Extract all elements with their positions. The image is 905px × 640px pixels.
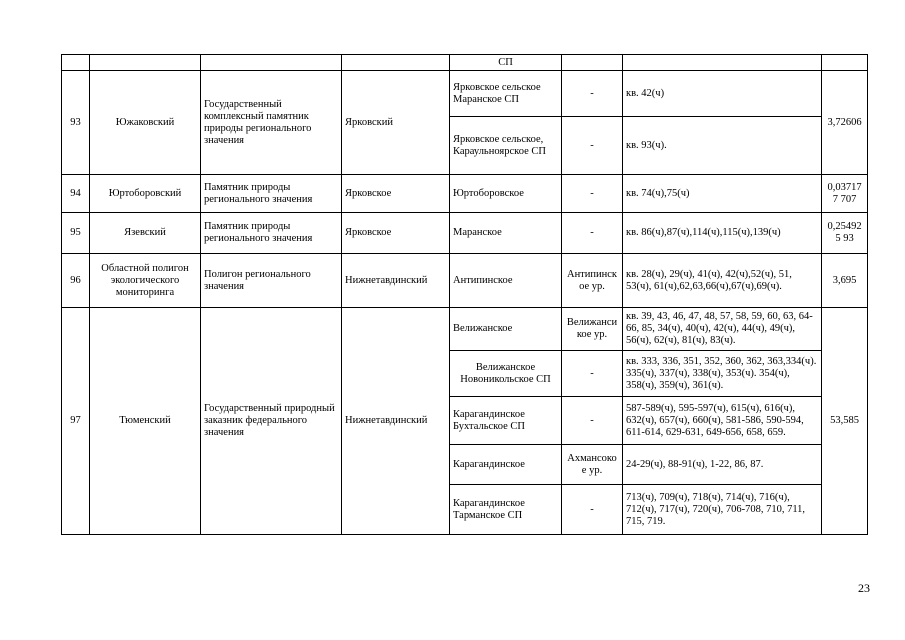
- row-number: 93: [62, 71, 90, 175]
- table-row: [62, 55, 868, 71]
- object-type: Государственный природный заказник федерального значения: [201, 308, 342, 535]
- object-name: Язевский: [90, 213, 201, 254]
- tract-cell: -: [562, 71, 623, 117]
- locality-cell: Юртоборовское: [450, 175, 562, 213]
- tract-cell: -: [562, 213, 623, 254]
- locality-cell: Маранское: [450, 213, 562, 254]
- district-cell: Нижнетавдинский: [342, 308, 450, 535]
- object-type: Государственный комплексный памятник природы регионального значения: [201, 71, 342, 175]
- table-row: [62, 308, 868, 351]
- row-number: 95: [62, 213, 90, 254]
- tract-cell: -: [562, 397, 623, 445]
- object-type: Полигон регионального значения: [201, 254, 342, 308]
- tract-cell: Ахмансокое ур.: [562, 445, 623, 485]
- cell-empty: [623, 55, 822, 71]
- quarters-cell: 587-589(ч), 595-597(ч), 615(ч), 616(ч), 632(ч), 657(ч), 660(ч), 581-586, 590-594, 611-614, 629-631, 649-656, 658, 659.: [623, 397, 822, 445]
- tract-cell: -: [562, 485, 623, 535]
- district-cell: Ярковское: [342, 175, 450, 213]
- tract-cell: -: [562, 175, 623, 213]
- object-name: Тюменский: [90, 308, 201, 535]
- quarters-cell: кв. 86(ч),87(ч),114(ч),115(ч),139(ч): [623, 213, 822, 254]
- locality-cell: Карагандинское Тарманское СП: [450, 485, 562, 535]
- district-cell: Ярковский: [342, 71, 450, 175]
- locality-cell: Ярковское сельское Маранское СП: [450, 71, 562, 117]
- quarters-cell: кв. 42(ч): [623, 71, 822, 117]
- cell-empty: [62, 55, 90, 71]
- tract-cell: -: [562, 117, 623, 175]
- area-cell: 3,72606: [822, 71, 868, 175]
- row-number: 97: [62, 308, 90, 535]
- cell-empty: [201, 55, 342, 71]
- territories-table: [61, 54, 868, 535]
- locality-cell: СП: [450, 55, 562, 71]
- quarters-cell: 24-29(ч), 88-91(ч), 1-22, 86, 87.: [623, 445, 822, 485]
- area-cell: 0,037177 707: [822, 175, 868, 213]
- quarters-cell: кв. 333, 336, 351, 352, 360, 362, 363,334(ч). 335(ч), 337(ч), 338(ч), 353(ч). 354(ч), 358(ч), 359(ч), 361(ч).: [623, 351, 822, 397]
- locality-cell: Велижанское: [450, 308, 562, 351]
- locality-cell: Карагандинское: [450, 445, 562, 485]
- object-name: Южаковский: [90, 71, 201, 175]
- table-row: [62, 254, 868, 308]
- table-row: [62, 175, 868, 213]
- cell-empty: [90, 55, 201, 71]
- locality-cell: Антипинское: [450, 254, 562, 308]
- district-cell: Нижнетавдинский: [342, 254, 450, 308]
- object-type: Памятник природы регионального значения: [201, 175, 342, 213]
- quarters-cell: 713(ч), 709(ч), 718(ч), 714(ч), 716(ч), 712(ч), 717(ч), 720(ч), 706-708, 710, 711, 715, 719.: [623, 485, 822, 535]
- locality-cell: Ярковское сельское, Караульноярское СП: [450, 117, 562, 175]
- table-row: [62, 213, 868, 254]
- area-cell: 53,585: [822, 308, 868, 535]
- cell-empty: [342, 55, 450, 71]
- page-number: 23: [858, 581, 870, 595]
- locality-cell: Велижанское Новоникольское СП: [450, 351, 562, 397]
- locality-cell: Карагандинское Бухтальское СП: [450, 397, 562, 445]
- object-name: Юртоборовский: [90, 175, 201, 213]
- tract-cell: Велижансикое ур.: [562, 308, 623, 351]
- row-number: 94: [62, 175, 90, 213]
- object-name: Областной полигон экологического мониторинга: [90, 254, 201, 308]
- quarters-cell: кв. 28(ч), 29(ч), 41(ч), 42(ч),52(ч), 51, 53(ч), 61(ч),62,63,66(ч),67(ч),69(ч).: [623, 254, 822, 308]
- cell-empty: [562, 55, 623, 71]
- tract-cell: Антипинское ур.: [562, 254, 623, 308]
- quarters-cell: кв. 39, 43, 46, 47, 48, 57, 58, 59, 60, 63, 64-66, 85, 34(ч), 40(ч), 42(ч), 44(ч), 49(ч), 56(ч), 62(ч), 81(ч), 83(ч).: [623, 308, 822, 351]
- area-cell: 3,695: [822, 254, 868, 308]
- area-cell: 0,254925 93: [822, 213, 868, 254]
- object-type: Памятник природы регионального значения: [201, 213, 342, 254]
- tract-cell: -: [562, 351, 623, 397]
- quarters-cell: кв. 93(ч).: [623, 117, 822, 175]
- row-number: 96: [62, 254, 90, 308]
- district-cell: Ярковское: [342, 213, 450, 254]
- quarters-cell: кв. 74(ч),75(ч): [623, 175, 822, 213]
- table-row: [62, 71, 868, 117]
- cell-empty: [822, 55, 868, 71]
